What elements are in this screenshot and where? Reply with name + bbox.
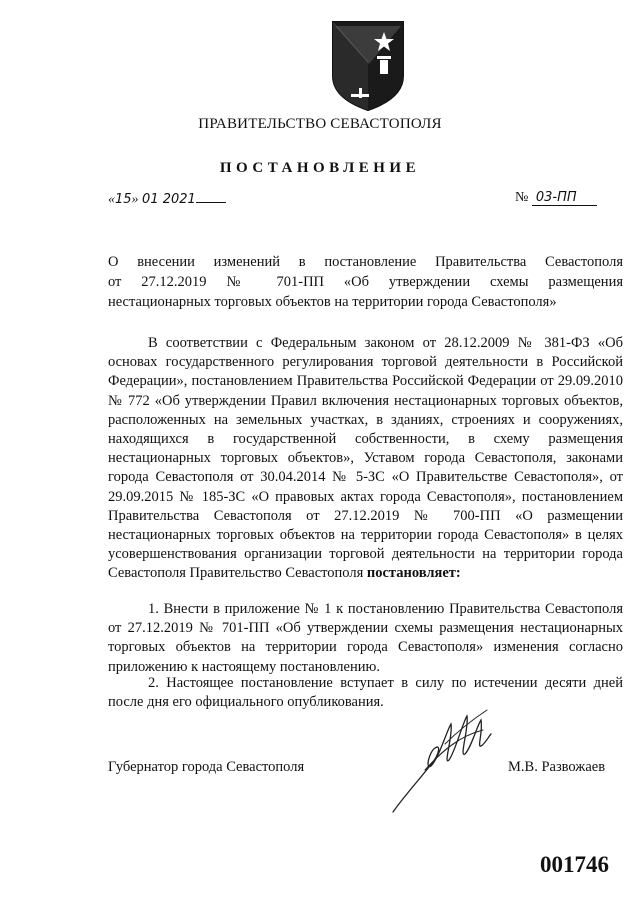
number-value: 03-ПП bbox=[532, 190, 597, 206]
authority-name: ПРАВИТЕЛЬСТВО СЕВАСТОПОЛЯ bbox=[198, 116, 442, 132]
preamble-text: В соответствии с Федеральным законом от 28.12.2009 № 381-ФЗ «Об основах государственного регулирования торговой деятельности в Российской Федерации», постановлением Правительства Российской Федерации от 29.09.2010 № 772 «Об утверждении Правил включения нестационарных торговых объектов, расположенных на земельных участках, в зданиях, строениях и сооружениях, находящихся в государственной собственности, в схему размещения нестационарных торговых объектов», Уставом города Севастополя, законами города Севастополя от 30.04.2014 № 5-ЗС «О Правительстве Севастополя», от 29.09.2015 № 185-ЗС «О правовых актах города Севастополя», постановлением Правительства Севастополя от 27.12.2019 № 700-ПП «О размещении нестационарных торговых объектов на территории города Севастополя» в целях усовершенствования организации торговой деятельности на территории города Севастополя Правительство Севастополя bbox=[108, 335, 623, 582]
document-date bbox=[108, 190, 226, 208]
item-2-text: 2. Настоящее постановление вступает в силу по истечении десяти дней после дня его официального опубликования. bbox=[108, 675, 623, 711]
preamble-paragraph bbox=[108, 334, 623, 584]
date-underline bbox=[196, 190, 226, 203]
signatory-name: М.В. Развожаев bbox=[508, 759, 606, 775]
date-month-year: 01 2021 bbox=[142, 192, 196, 207]
date-open-quote: « bbox=[108, 192, 115, 207]
handwritten-signature bbox=[385, 700, 495, 820]
document-type: ПОСТАНОВЛЕНИЕ bbox=[219, 160, 421, 176]
decree-word: постановляет: bbox=[366, 565, 461, 582]
subject-line-2: от 27.12.2019 № 701-ПП «Об утверждении схемы размещения bbox=[108, 274, 623, 290]
item-1-paragraph bbox=[108, 600, 623, 677]
item-2-paragraph bbox=[108, 674, 623, 712]
serial-number: 001746 bbox=[540, 852, 609, 877]
date-close-quote: » bbox=[131, 192, 139, 207]
signatory-position: Губернатор города Севастополя bbox=[108, 759, 305, 775]
sevastopol-coat-of-arms-emblem bbox=[329, 18, 407, 114]
document-subject bbox=[108, 252, 623, 312]
item-1-text: 1. Внести в приложение № 1 к постановлению Правительства Севастополя от 27.12.2019 № 701-ПП «Об утверждении схемы размещения нестационарных торговых объектов на территории города Севастополя» изменения согласно приложению к настоящему постановлению. bbox=[108, 601, 623, 675]
document-number bbox=[515, 190, 597, 206]
number-label: № bbox=[515, 190, 529, 205]
subject-line-3: нестационарных торговых объектов на территории города Севастополя» bbox=[108, 294, 557, 310]
date-day: 15 bbox=[115, 192, 132, 207]
subject-line-1: О внесении изменений в постановление Правительства Севастополя bbox=[108, 254, 623, 270]
